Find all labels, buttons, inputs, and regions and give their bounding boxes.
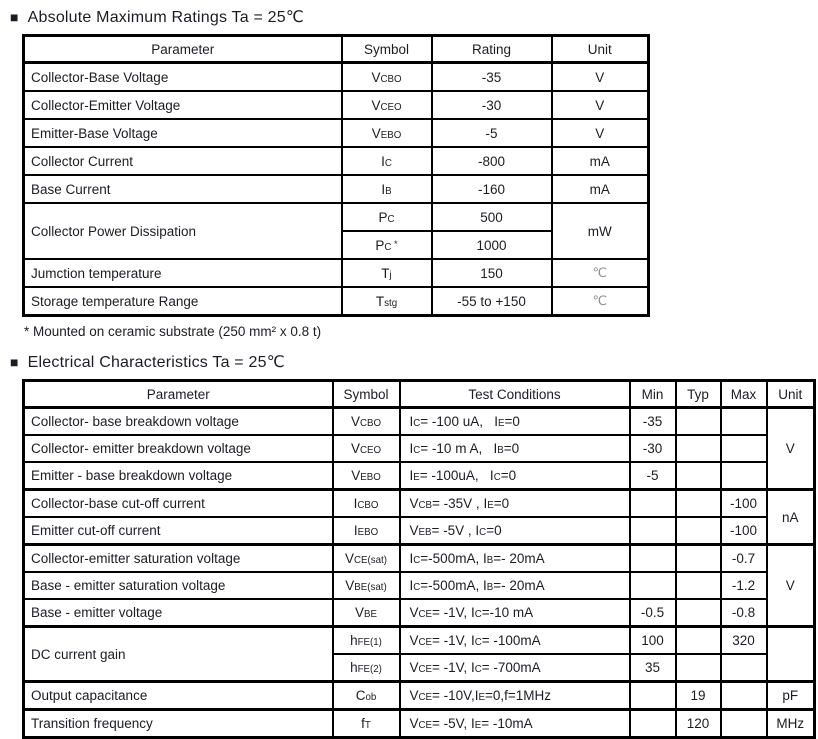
section-title-electrical-characteristics	[10, 352, 818, 372]
typ-cell	[676, 545, 721, 573]
table-row	[24, 490, 815, 518]
section-title-text: Electrical Characteristics Ta = 25℃	[27, 354, 285, 371]
header-symbol: Symbol	[333, 381, 400, 408]
param-cell: Collector Power Dissipation	[24, 203, 342, 259]
table-row	[24, 259, 649, 287]
param-cell: Base Current	[24, 175, 342, 203]
table-row	[24, 682, 815, 710]
param-cell: DC current gain	[24, 627, 333, 682]
unit-cell: V	[767, 545, 815, 627]
test-conditions-cell: VEB= -5V , IC=0	[400, 517, 630, 545]
param-cell: Jumction temperature	[24, 259, 342, 287]
unit-cell: MHz	[767, 710, 815, 738]
square-bullet-icon: ■	[10, 354, 19, 370]
min-cell: -30	[630, 435, 676, 462]
unit-cell: pF	[767, 682, 815, 710]
table-header-row	[24, 381, 815, 408]
table-row	[24, 287, 649, 316]
max-cell	[721, 682, 767, 710]
header-symbol: Symbol	[342, 36, 432, 63]
typ-cell: 120	[676, 710, 721, 738]
symbol-cell: hFE(1)	[333, 627, 400, 655]
symbol-cell: IB	[342, 175, 432, 203]
max-cell: -100	[721, 490, 767, 518]
table-row	[24, 408, 815, 436]
unit-cell: V	[767, 408, 815, 490]
header-test-conditions: Test Conditions	[400, 381, 630, 408]
param-cell: Storage temperature Range	[24, 287, 342, 316]
absolute-maximum-ratings-table	[22, 34, 650, 317]
unit-cell: mW	[552, 203, 649, 259]
typ-cell	[676, 435, 721, 462]
symbol-cell: VBE	[333, 599, 400, 627]
unit-cell: V	[552, 63, 649, 92]
symbol-cell: VCBO	[342, 63, 432, 92]
max-cell	[721, 654, 767, 682]
table-row	[24, 545, 815, 573]
section-title-absolute-maximum-ratings	[10, 7, 818, 27]
symbol-cell: ICBO	[333, 490, 400, 518]
unit-cell: ℃	[552, 287, 649, 316]
symbol-cell: fT	[333, 710, 400, 738]
table-row	[24, 435, 815, 462]
header-parameter: Parameter	[24, 36, 342, 63]
rating-cell: -5	[432, 119, 552, 147]
rating-cell: 150	[432, 259, 552, 287]
test-conditions-cell: IC= -100 uA, IE=0	[400, 408, 630, 436]
test-conditions-cell: VCE= -5V, IE= -10mA	[400, 710, 630, 738]
table-row	[24, 462, 815, 490]
symbol-cell: VCBO	[333, 408, 400, 436]
test-conditions-cell: VCE= -1V, IC= -100mA	[400, 627, 630, 655]
table-row	[24, 147, 649, 175]
min-cell	[630, 517, 676, 545]
param-cell: Base - emitter voltage	[24, 599, 333, 627]
max-cell	[721, 408, 767, 436]
param-cell: Base - emitter saturation voltage	[24, 572, 333, 599]
param-cell: Collector-Emitter Voltage	[24, 91, 342, 119]
param-cell: Transition frequency	[24, 710, 333, 738]
typ-cell	[676, 654, 721, 682]
symbol-cell: Tj	[342, 259, 432, 287]
param-cell: Collector- emitter breakdown voltage	[24, 435, 333, 462]
header-max: Max	[721, 381, 767, 408]
min-cell	[630, 545, 676, 573]
test-conditions-cell: IC= -10 m A, IB=0	[400, 435, 630, 462]
table-row	[24, 63, 649, 92]
electrical-characteristics-table	[22, 379, 816, 739]
param-cell: Collector-emitter saturation voltage	[24, 545, 333, 573]
typ-cell	[676, 490, 721, 518]
electrical-characteristics-section	[10, 352, 818, 739]
unit-cell: ℃	[552, 259, 649, 287]
symbol-cell: Cob	[333, 682, 400, 710]
symbol-cell: Tstg	[342, 287, 432, 316]
symbol-cell: VCEO	[333, 435, 400, 462]
test-conditions-cell: VCE= -1V, IC= -700mA	[400, 654, 630, 682]
table-row	[24, 91, 649, 119]
symbol-cell: IEBO	[333, 517, 400, 545]
section-title-text: Absolute Maximum Ratings Ta = 25℃	[27, 9, 305, 26]
unit-cell: nA	[767, 490, 815, 545]
header-rating: Rating	[432, 36, 552, 63]
symbol-cell: IC	[342, 147, 432, 175]
param-cell: Collector-base cut-off current	[24, 490, 333, 518]
max-cell	[721, 462, 767, 490]
symbol-cell: PC	[342, 203, 432, 231]
unit-cell	[767, 627, 815, 682]
test-conditions-cell: IC=-500mA, IB=- 20mA	[400, 545, 630, 573]
max-cell: 320	[721, 627, 767, 655]
rating-cell: -55 to +150	[432, 287, 552, 316]
unit-cell: V	[552, 91, 649, 119]
test-conditions-cell: VCE= -1V, IC=-10 mA	[400, 599, 630, 627]
min-cell	[630, 682, 676, 710]
table-row	[24, 119, 649, 147]
min-cell: -5	[630, 462, 676, 490]
table-row	[24, 627, 815, 655]
table-header-row	[24, 36, 649, 63]
table-row	[24, 710, 815, 738]
param-cell: Output capacitance	[24, 682, 333, 710]
unit-cell: mA	[552, 175, 649, 203]
min-cell: 35	[630, 654, 676, 682]
header-parameter: Parameter	[24, 381, 333, 408]
typ-cell	[676, 572, 721, 599]
min-cell	[630, 710, 676, 738]
max-cell: -0.8	[721, 599, 767, 627]
max-cell	[721, 435, 767, 462]
symbol-cell: VCE(sat)	[333, 545, 400, 573]
rating-cell: -30	[432, 91, 552, 119]
param-cell: Emitter cut-off current	[24, 517, 333, 545]
symbol-cell: hFE(2)	[333, 654, 400, 682]
symbol-cell: VEBO	[342, 119, 432, 147]
max-cell: -1.2	[721, 572, 767, 599]
typ-cell	[676, 627, 721, 655]
header-min: Min	[630, 381, 676, 408]
rating-cell: 500	[432, 203, 552, 231]
param-cell: Emitter - base breakdown voltage	[24, 462, 333, 490]
header-unit: Unit	[552, 36, 649, 63]
typ-cell	[676, 408, 721, 436]
param-cell: Emitter-Base Voltage	[24, 119, 342, 147]
absolute-maximum-ratings-section	[10, 7, 818, 339]
test-conditions-cell: IC=-500mA, IB=- 20mA	[400, 572, 630, 599]
square-bullet-icon: ■	[10, 9, 19, 25]
max-cell: -0.7	[721, 545, 767, 573]
max-cell: -100	[721, 517, 767, 545]
unit-cell: V	[552, 119, 649, 147]
typ-cell: 19	[676, 682, 721, 710]
rating-cell: -35	[432, 63, 552, 92]
rating-cell: -800	[432, 147, 552, 175]
typ-cell	[676, 599, 721, 627]
min-cell	[630, 490, 676, 518]
symbol-cell: VCEO	[342, 91, 432, 119]
test-conditions-cell: IE= -100uA, IC=0	[400, 462, 630, 490]
symbol-cell: VBE(sat)	[333, 572, 400, 599]
table-row	[24, 175, 649, 203]
rating-cell: 1000	[432, 231, 552, 259]
test-conditions-cell: VCB= -35V , IE=0	[400, 490, 630, 518]
rating-cell: -160	[432, 175, 552, 203]
footnote: * Mounted on ceramic substrate (250 mm² x 0.8 t)	[24, 324, 322, 339]
header-typ: Typ	[676, 381, 721, 408]
min-cell: -0.5	[630, 599, 676, 627]
min-cell: -35	[630, 408, 676, 436]
test-conditions-cell: VCE= -10V,IE=0,f=1MHz	[400, 682, 630, 710]
symbol-cell: VEBO	[333, 462, 400, 490]
typ-cell	[676, 462, 721, 490]
table-row	[24, 203, 649, 231]
table-row	[24, 572, 815, 599]
min-cell	[630, 572, 676, 599]
table-row	[24, 599, 815, 627]
symbol-cell: PC *	[342, 231, 432, 259]
table-row	[24, 517, 815, 545]
min-cell: 100	[630, 627, 676, 655]
header-unit: Unit	[767, 381, 815, 408]
param-cell: Collector Current	[24, 147, 342, 175]
max-cell	[721, 710, 767, 738]
typ-cell	[676, 517, 721, 545]
param-cell: Collector- base breakdown voltage	[24, 408, 333, 436]
param-cell: Collector-Base Voltage	[24, 63, 342, 92]
unit-cell: mA	[552, 147, 649, 175]
